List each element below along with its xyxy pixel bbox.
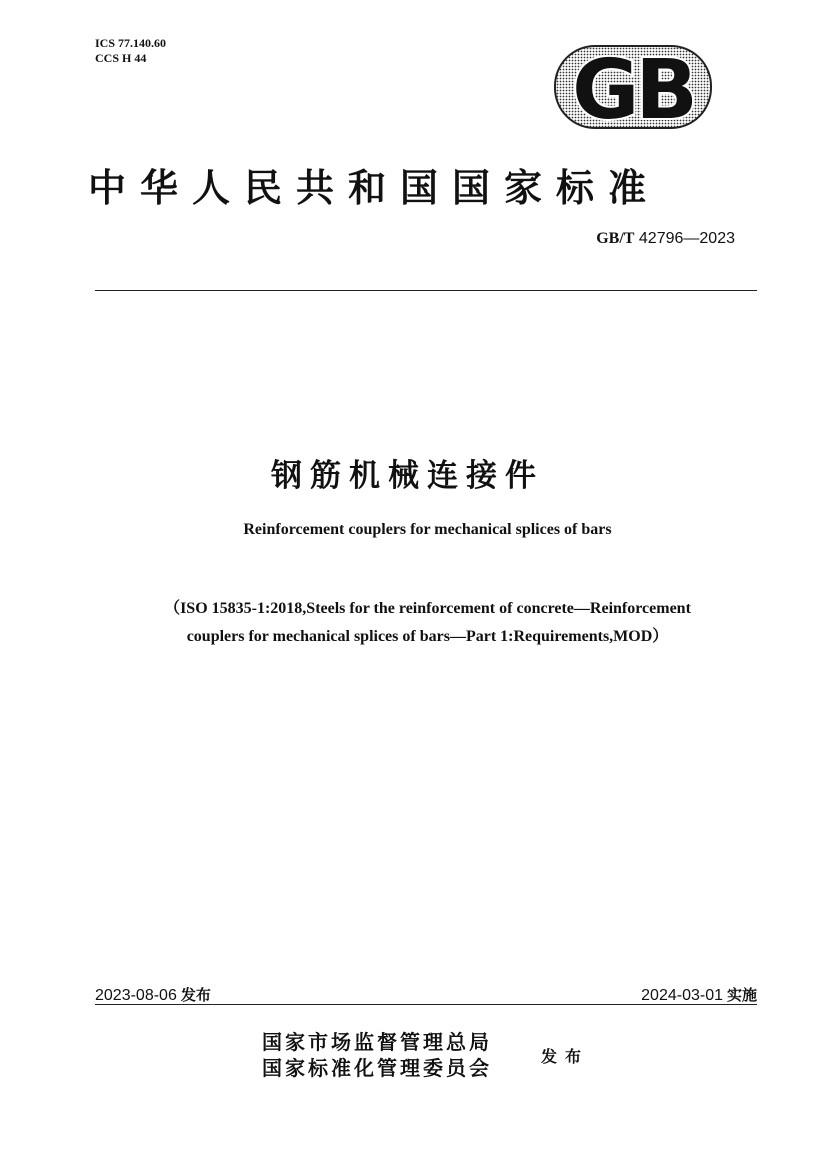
issue-date (95, 984, 211, 1005)
adoption-note-line-2: couplers for mechanical splices of bars—Part 1:Requirements,MOD） (186, 628, 669, 645)
header-divider (95, 290, 757, 291)
standard-number (596, 230, 735, 248)
classification-codes (95, 36, 166, 66)
country-standard-title: 中华人民共和国国家标准 (88, 166, 661, 210)
implementation-date (641, 984, 757, 1005)
ccs-code: CCS H 44 (95, 51, 147, 65)
svg-text:GB: GB (572, 44, 694, 130)
publishers (262, 1029, 492, 1081)
implementation-label: 实施 (726, 986, 757, 1004)
gb-logo (553, 44, 713, 130)
adoption-note-line-1: （ISO 15835-1:2018,Steels for the reinforcement of concrete—Reinforcement (164, 600, 691, 617)
chinese-title: 钢筋机械连接件 (271, 458, 544, 494)
implementation-date-value: 2024-03-01 (641, 987, 723, 1004)
publisher-2: 国家标准化管理委员会 (262, 1056, 492, 1080)
footer-divider (95, 1004, 757, 1005)
issue-date-value: 2023-08-06 (95, 987, 177, 1004)
publisher-1: 国家市场监督管理总局 (262, 1030, 492, 1054)
standard-prefix: GB/T (596, 230, 635, 247)
issue-label: 发布 (180, 986, 211, 1004)
ics-code: ICS 77.140.60 (95, 36, 167, 50)
english-title: Reinforcement couplers for mechanical splices of bars (243, 521, 612, 538)
standard-code: 42796—2023 (638, 230, 735, 247)
adoption-note (80, 595, 775, 651)
publish-label: 发布 (541, 1047, 590, 1066)
date-row (95, 984, 757, 1006)
